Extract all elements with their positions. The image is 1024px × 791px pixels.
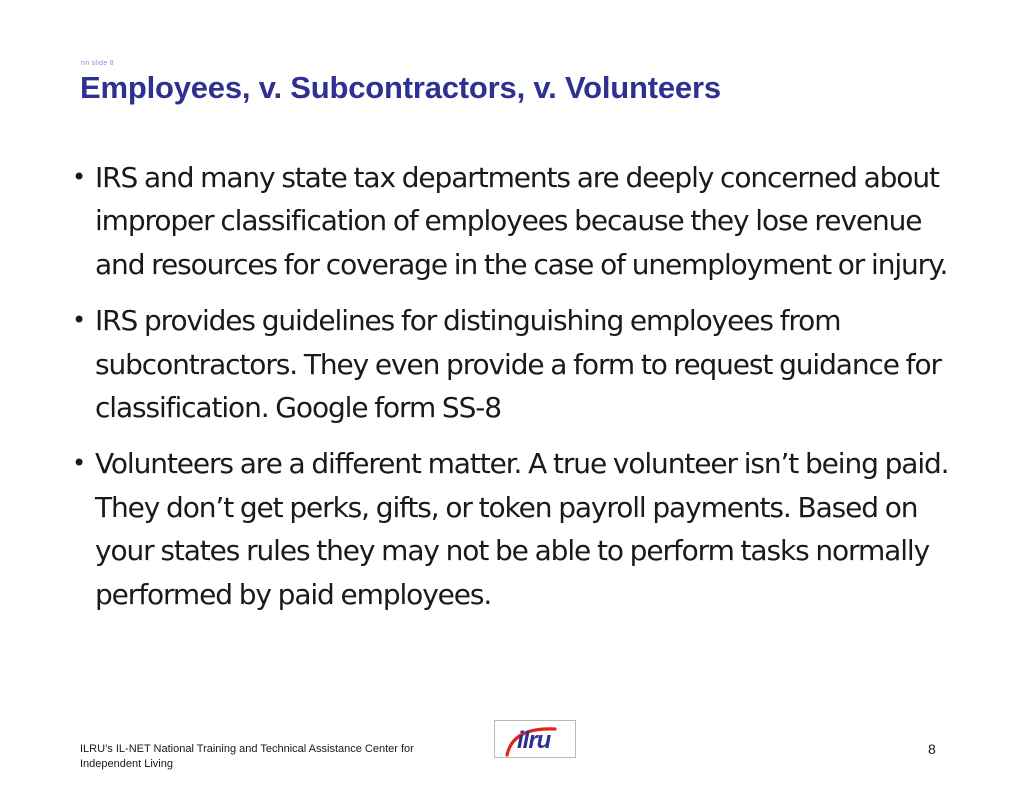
logo-text: ilru <box>517 727 551 754</box>
bullet-marker: • <box>72 306 86 335</box>
bullet-item <box>72 442 972 616</box>
slide-tag: nn slide 8 <box>81 60 114 67</box>
bullet-text: IRS provides guidelines for distinguishing employees from subcontractors. They even provide a form to request guidance for classification. Google form SS-8 <box>95 304 941 425</box>
bullet-marker: • <box>72 449 86 478</box>
bullet-list <box>72 156 972 629</box>
bullet-item <box>72 156 972 286</box>
slide-title: Employees, v. Subcontractors, v. Volunteers <box>80 70 721 105</box>
bullet-item <box>72 299 972 429</box>
ilru-logo <box>494 720 576 758</box>
bullet-text: Volunteers are a different matter. A true volunteer isn’t being paid. They don’t get perks, gifts, or token payroll payments. Based on your states rules they may not be able to perform tasks normally performed by paid employees. <box>95 447 949 611</box>
bullet-marker: • <box>72 163 86 191</box>
bullet-text: IRS and many state tax departments are deeply concerned about improper classification of employees because they lose revenue and resources for coverage in the case of unemployment or injury. <box>95 161 948 281</box>
page-number: 8 <box>928 741 936 757</box>
footer-text: ILRU’s IL-NET National Training and Technical Assistance Center for Independent Living <box>80 743 414 770</box>
